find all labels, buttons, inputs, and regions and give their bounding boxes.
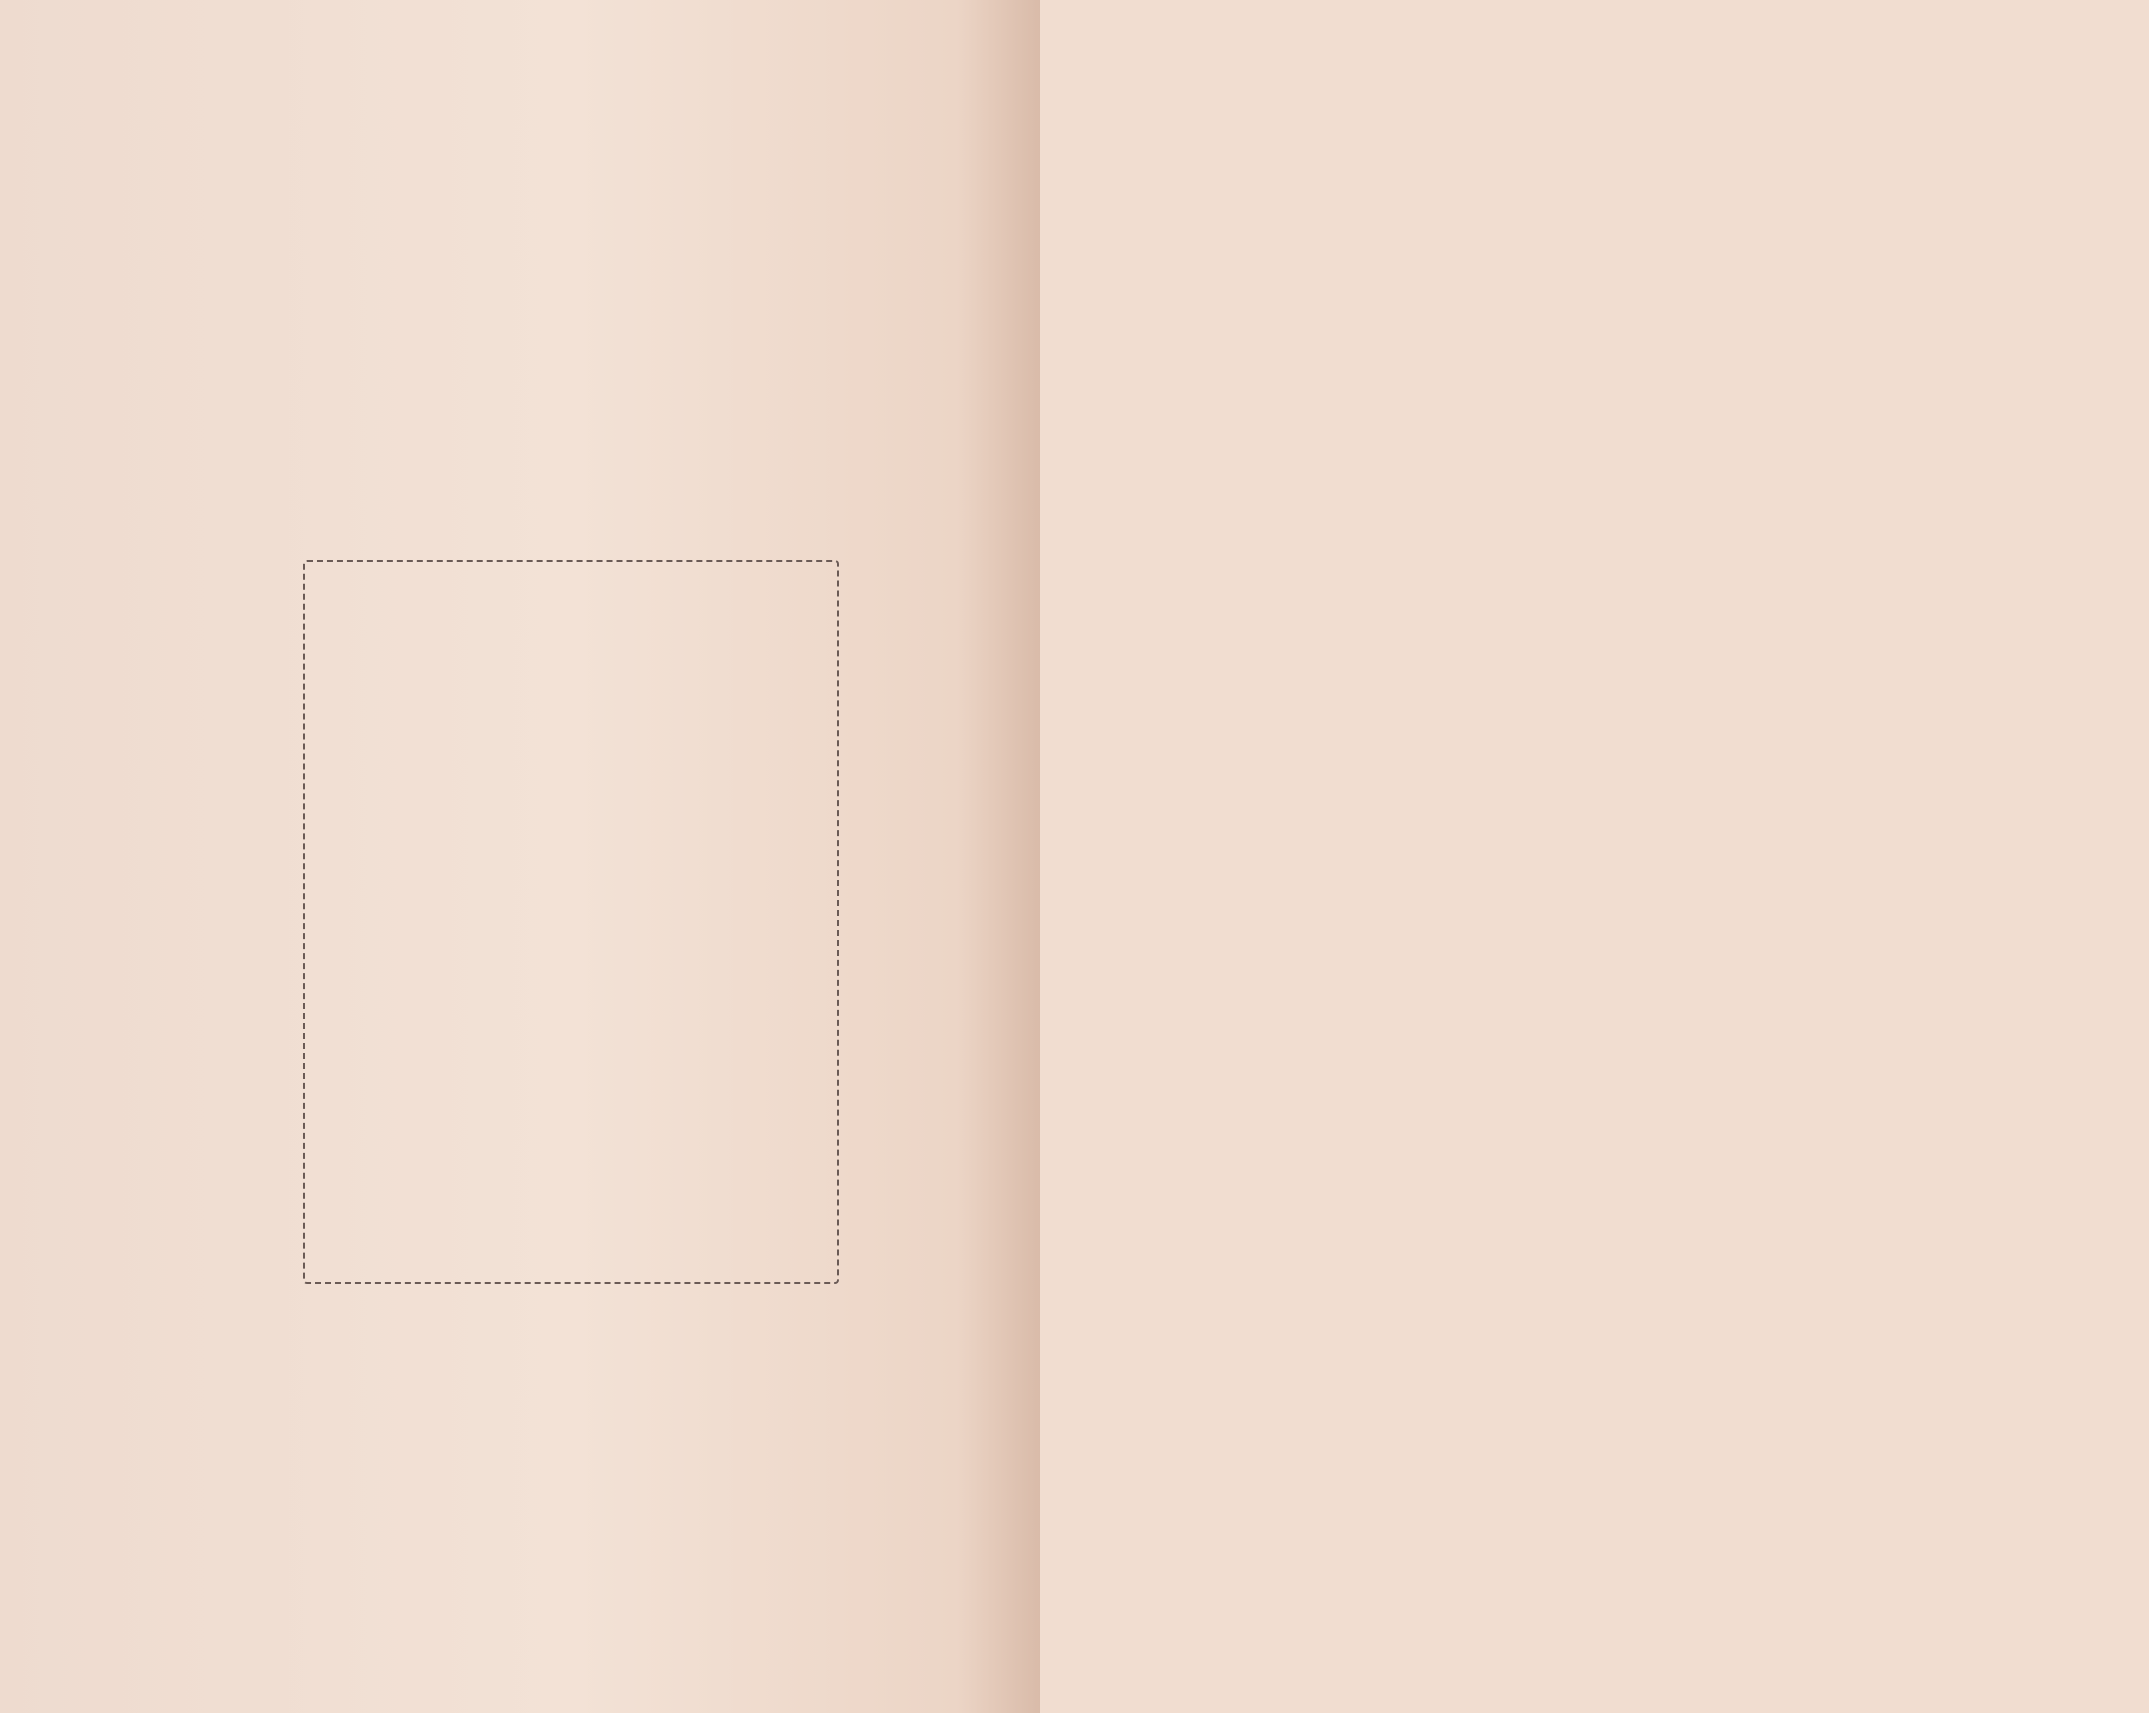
left-page <box>0 0 1040 1713</box>
colophon-frame <box>303 560 839 1284</box>
